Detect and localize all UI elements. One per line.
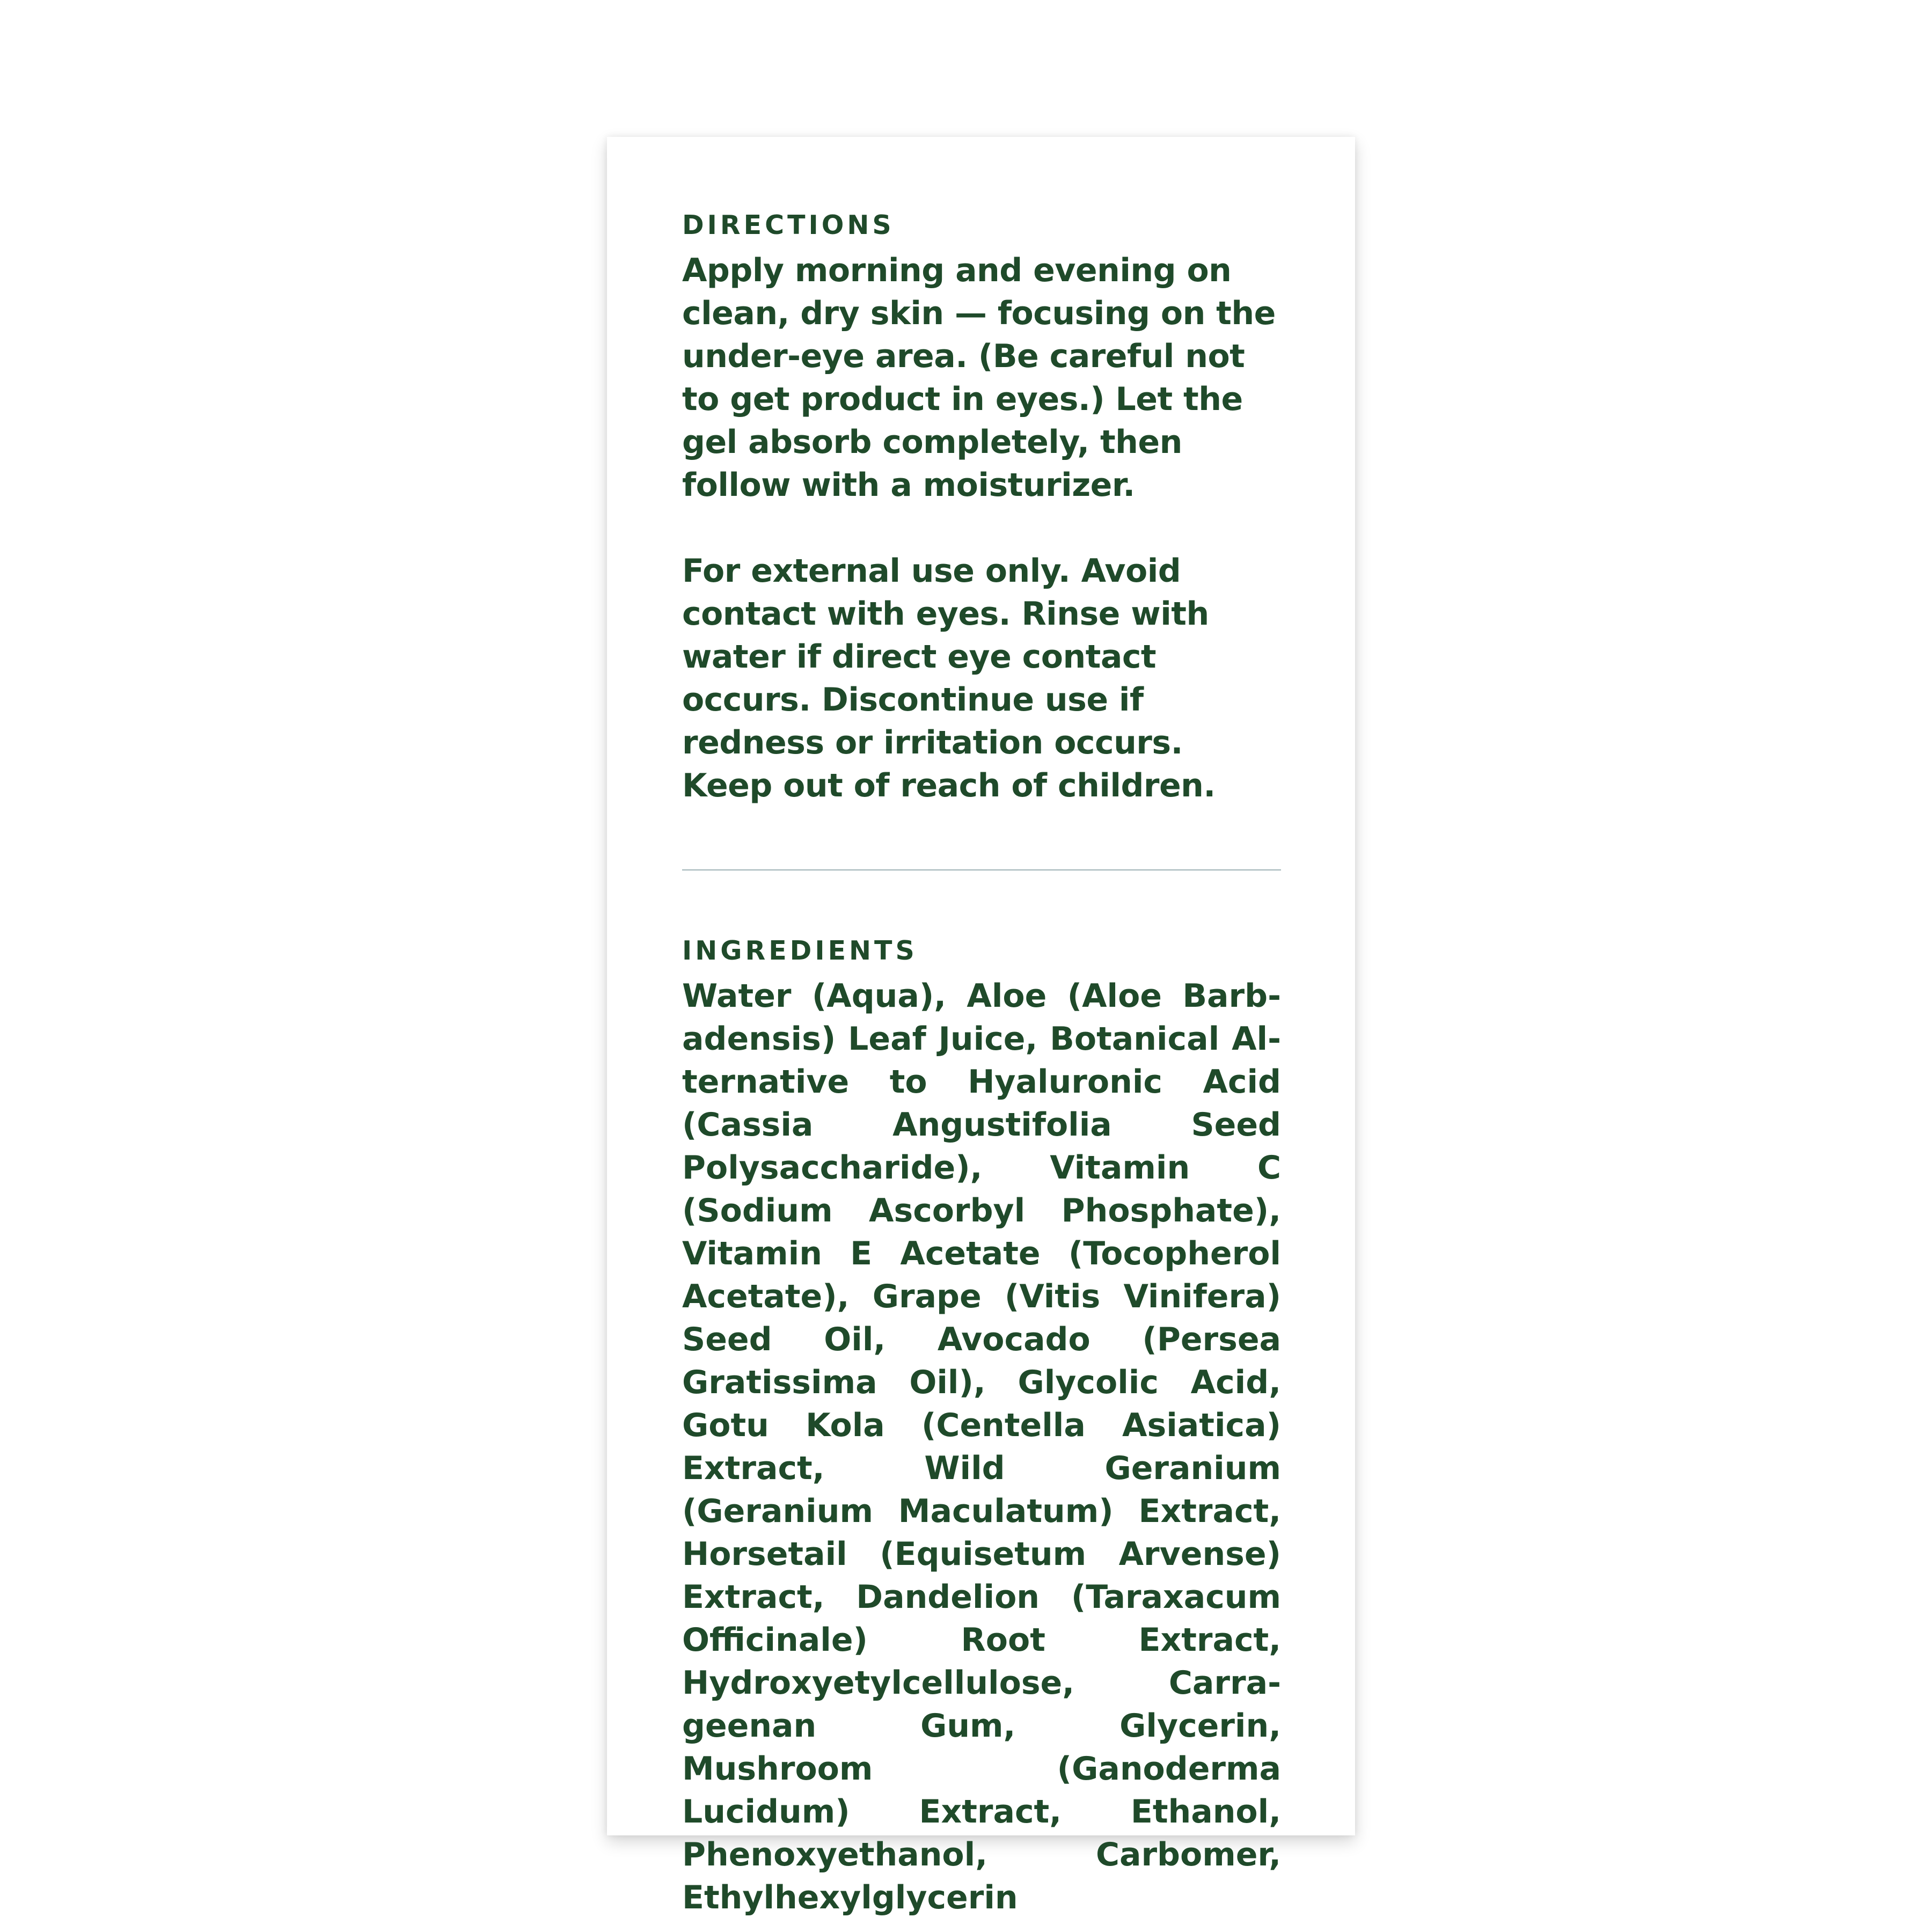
directions-text: Apply morning and evening on clean, dry skin — focusing on the under-eye area. (Be careful not to get product in eyes.) Let the gel absorb completely, then follow with a moisturizer. bbox=[682, 252, 1276, 504]
directions-heading: DIRECTIONS bbox=[682, 210, 895, 240]
product-label-panel bbox=[607, 137, 1355, 1916]
ingredients-text: Water (Aqua), Aloe (Aloe Barbadensis) Leaf Juice, Botanical Alternative to Hyaluronic Acid (Cassia Angustifolia Seed Polysaccharide), Vitamin C (Sodium Ascorbyl Phosphate), Vitamin E Acetate (Tocopherol Acetate), Grape (Vitis Vinifera) Seed Oil, Avocado (Persea Gratissima Oil), Glycolic Acid, Gotu Kola (Centella Asiatica) Extract, Wild Geranium (Geranium Maculatum) Extract, Horsetail (Equisetum Arvense) Extract, Dandelion (Taraxacum Officinale) Root Extract, Hydroxyetylcellulose, Carrageenan Gum, Glycerin, Mushroom (Ganoderma Lucidum) Extract, Ethanol, Phenoxyethanol, Carbomer, Ethylhexylglycerin bbox=[682, 977, 1281, 1916]
warning-text: For external use only. Avoid contact with eyes. Rinse with water if direct eye contact occurs. Discontinue use if redness or irritation occurs. Keep out of reach of children. bbox=[682, 552, 1216, 804]
section-divider bbox=[682, 869, 1281, 870]
ingredients-heading: INGREDIENTS bbox=[682, 935, 918, 966]
